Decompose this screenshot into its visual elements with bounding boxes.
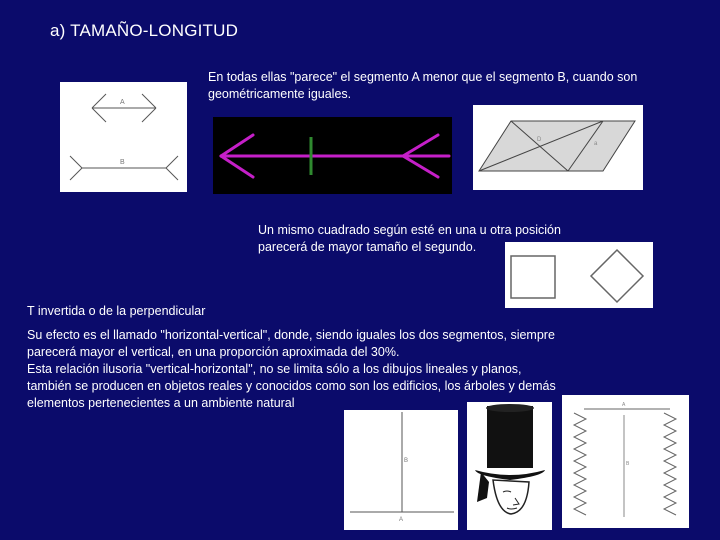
label-zig-a: A [622, 402, 626, 408]
zigzag-figure [562, 395, 689, 528]
square-line-2: parecerá de mayor tamaño el segundo. [258, 240, 477, 254]
slide-title: a) TAMAÑO-LONGITUD [50, 21, 239, 40]
body-line-4: también se producen en objetos reales y conocidos como son los edificios, los árboles y demás [27, 379, 556, 393]
neon-arrow-figure [213, 117, 452, 194]
label-a-small: a [594, 141, 598, 147]
body-line-3: Esta relación ilusoria "vertical-horizontal", no se limita sólo a los dibujos lineales y planos, [27, 362, 522, 376]
label-a: A [120, 99, 125, 106]
t-heading: T invertida o de la perpendicular [27, 304, 206, 318]
body-line-2: parecerá mayor el vertical, en una proporción aproximada del 30%. [27, 345, 400, 359]
muller-lyer-figure [60, 82, 187, 192]
intro-line-2: geométricamente iguales. [208, 87, 352, 101]
square-line-1: Un mismo cuadrado según esté en una u otra posición [258, 223, 561, 237]
intro-paragraph [208, 69, 708, 103]
intro-line-1: En todas ellas "parece" el segmento A menor que el segmento B, cuando son [208, 70, 638, 84]
label-d: D [537, 137, 542, 143]
inverted-t-figure [344, 410, 458, 530]
label-b: B [120, 159, 125, 166]
label-t-a: A [399, 517, 404, 523]
parallelogram-figure [473, 105, 643, 190]
body-paragraph [27, 327, 627, 412]
body-line-1: Su efecto es el llamado "horizontal-vertical", donde, siendo iguales los dos segmentos, siempre [27, 328, 555, 342]
label-zig-b: B [626, 461, 630, 467]
square-diamond-figure [505, 242, 653, 308]
label-t-b: B [404, 458, 409, 464]
top-hat-figure [467, 402, 552, 530]
body-line-5: elementos pertenecientes a un ambiente natural [27, 396, 295, 410]
